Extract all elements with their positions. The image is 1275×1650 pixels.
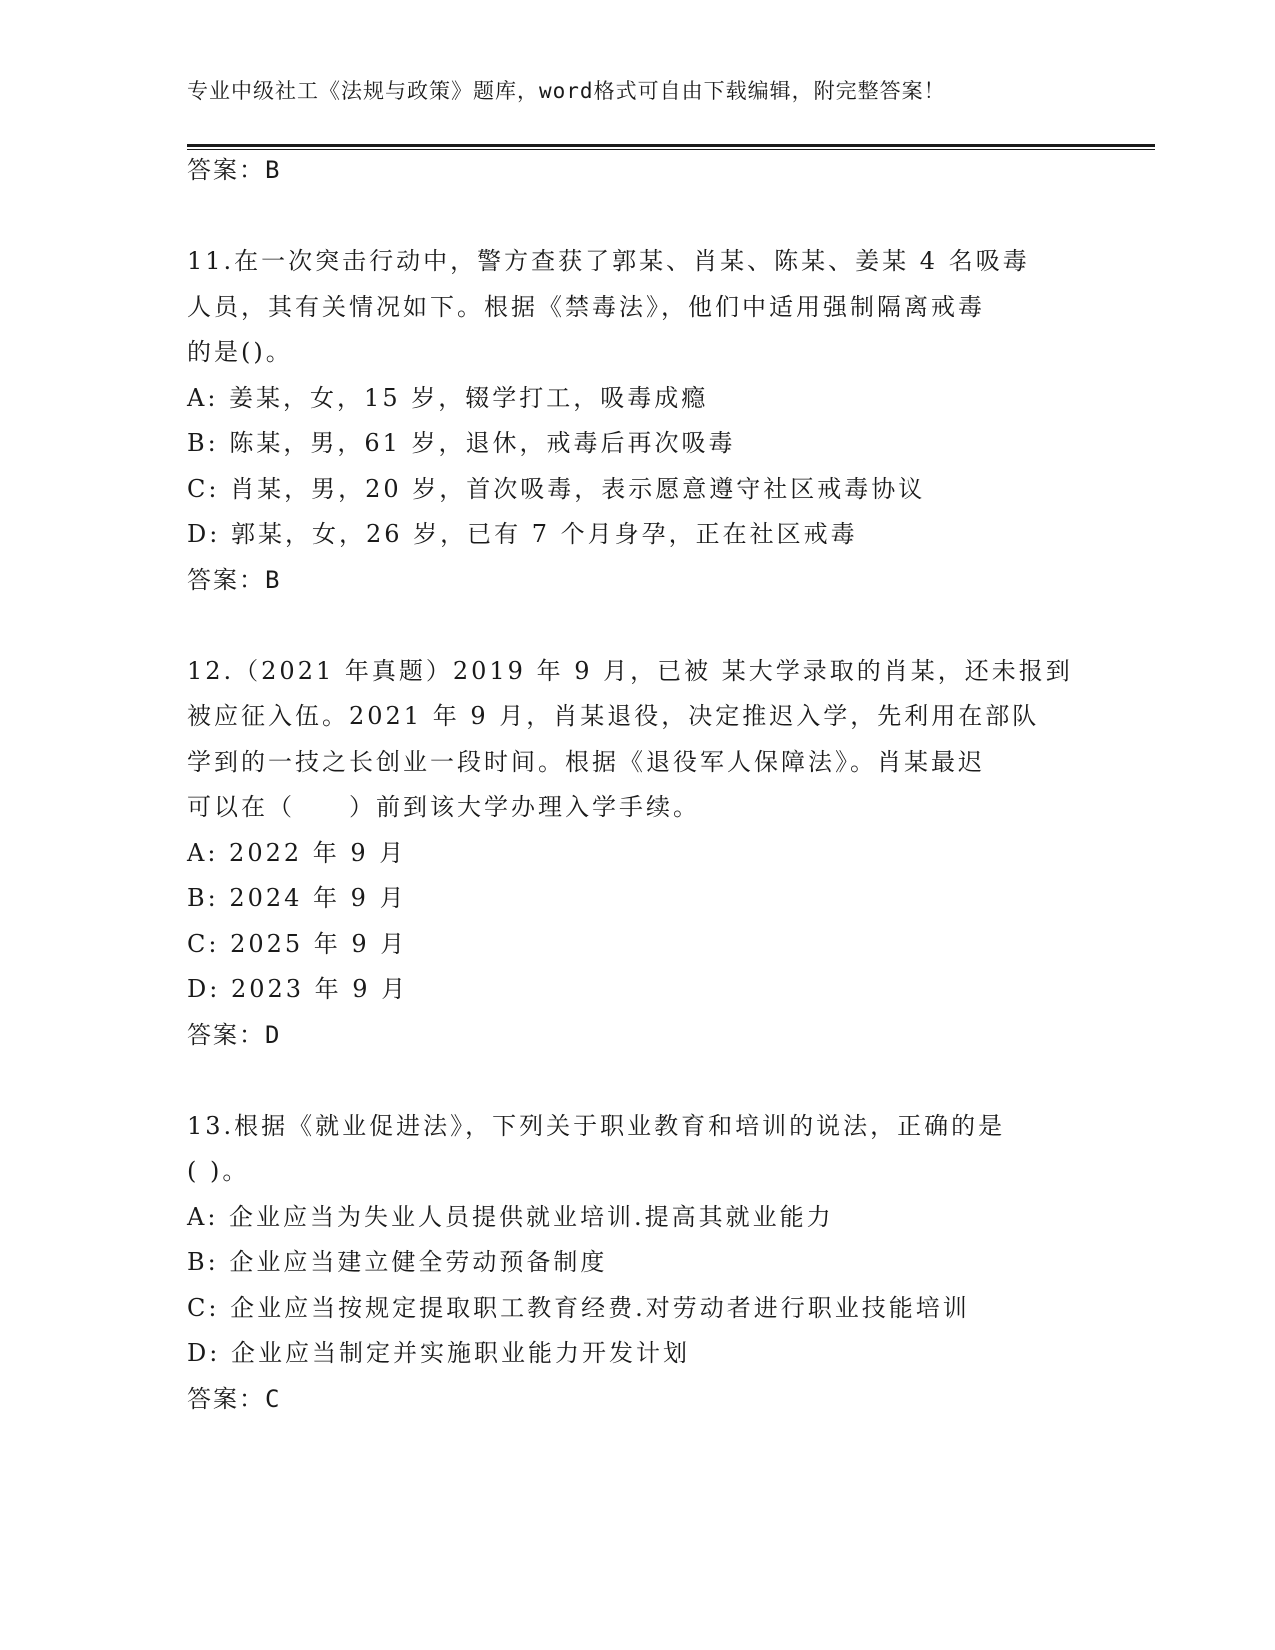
answer: 答案：C <box>187 1384 282 1413</box>
prev-answer: 答案：B <box>187 156 282 184</box>
question-stem-line: 13.根据《就业促进法》，下列关于职业教育和培训的说法，正确的是 <box>187 1111 1006 1140</box>
option-d: D: 2023 年 9 月 <box>187 975 409 1003</box>
option-b: B: 2024 年 9 月 <box>187 884 407 912</box>
option-c: C: 企业应当按规定提取职工教育经费.对劳动者进行职业技能培训 <box>187 1293 970 1322</box>
option-d: D: 企业应当制定并实施职业能力开发计划 <box>187 1339 690 1367</box>
option-a: A: 姜某，女，15 岁，辍学打工，吸毒成瘾 <box>187 383 709 412</box>
question-13 <box>187 1104 1087 1423</box>
question-stem-line: 被应征入伍。2021 年 9 月，肖某退役，决定推迟入学，先利用在部队 <box>187 702 1040 730</box>
spacer <box>187 603 1087 649</box>
header-rule-thick <box>187 144 1155 147</box>
option-d: D: 郭某，女，26 岁，已有 7 个月身孕，正在社区戒毒 <box>187 520 858 548</box>
question-stem-line: ( )。 <box>187 1157 250 1185</box>
question-stem-line: 可以在（ ）前到该大学办理入学手续。 <box>187 793 700 821</box>
question-stem-line: 12.（2021 年真题）2019 年 9 月，已被 某大学录取的肖某，还未报到 <box>187 656 1073 685</box>
option-c: C: 肖某，男，20 岁，首次吸毒，表示愿意遵守社区戒毒协议 <box>187 474 926 503</box>
question-stem-line: 人员，其有关情况如下。根据《禁毒法》，他们中适用强制隔离戒毒 <box>187 292 985 321</box>
answer: 答案：B <box>187 565 282 594</box>
answer: 答案：D <box>187 1020 282 1049</box>
question-stem-line: 学到的一技之长创业一段时间。根据《退役军人保障法》。肖某最迟 <box>187 747 985 776</box>
question-stem-line: 11.在一次突击行动中，警方查获了郭某、肖某、陈某、姜某 4 名吸毒 <box>187 247 1030 275</box>
option-c: C: 2025 年 9 月 <box>187 929 408 958</box>
option-b: B: 陈某，男，61 岁，退休，戒毒后再次吸毒 <box>187 429 736 457</box>
option-a: A: 2022 年 9 月 <box>187 838 407 867</box>
question-12 <box>187 649 1087 1059</box>
spacer <box>187 1058 1087 1104</box>
option-a: A: 企业应当为失业人员提供就业培训.提高其就业能力 <box>187 1202 834 1231</box>
option-b: B: 企业应当建立健全劳动预备制度 <box>187 1248 608 1276</box>
document-body <box>187 148 1087 1422</box>
page-header: 专业中级社工《法规与政策》题库，word格式可自由下载编辑，附完整答案！ <box>187 79 946 103</box>
question-stem-line: 的是()。 <box>187 338 293 366</box>
question-11 <box>187 239 1087 603</box>
spacer <box>187 194 1087 240</box>
